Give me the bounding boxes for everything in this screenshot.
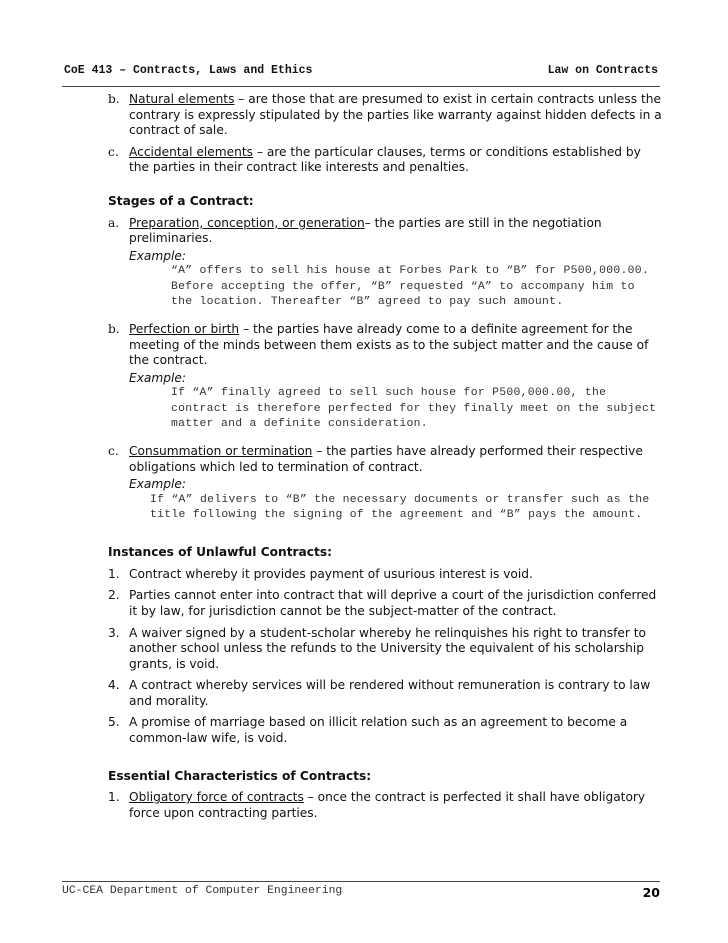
- list-item: [62, 790, 662, 821]
- section-heading: Instances of Unlawful Contracts:: [108, 545, 332, 560]
- section-heading: Essential Characteristics of Contracts:: [108, 768, 372, 783]
- example-label: Example:: [129, 477, 186, 492]
- list-item: [62, 626, 662, 673]
- page-footer: [62, 885, 660, 900]
- item-number: 3.: [108, 625, 120, 640]
- item-text: – the parties have already performed their respective obligations which led to termination of contract.: [129, 443, 643, 474]
- item-term: Obligatory force of contracts: [129, 790, 304, 805]
- list-item: [62, 216, 662, 247]
- list-item: [62, 444, 662, 475]
- item-term: Perfection or birth: [129, 321, 240, 336]
- example-line: title following the signing of the agreement and “B” pays the amount.: [150, 508, 643, 521]
- item-marker: b.: [108, 321, 120, 336]
- example-line: contract is therefore perfected for they finally meet on the subject: [171, 402, 657, 415]
- list-item: [62, 678, 662, 709]
- header-rule: [62, 86, 660, 87]
- example-line: Before accepting the offer, “B” requested “A” to accompany him to: [171, 280, 635, 293]
- list-item: [62, 92, 662, 139]
- item-text: – the parties have already come to a definite agreement for the meeting of the minds between them exists as to the subject matter and the cause of the contract.: [129, 321, 649, 368]
- item-term: Accidental elements: [129, 144, 253, 159]
- example-line: “A” offers to sell his house at Forbes Park to “B” for P500,000.00.: [171, 265, 650, 278]
- example-line: If “A” delivers to “B” the necessary documents or transfer such as the: [150, 493, 650, 506]
- page-number: 20: [642, 885, 660, 900]
- example-line: If “A” finally agreed to sell such house for P500,000.00, the: [171, 387, 607, 400]
- page-header: [64, 64, 658, 84]
- item-marker: c.: [108, 443, 119, 458]
- item-text: Parties cannot enter into contract that will deprive a court of the jurisdiction conferred it by law, for jurisdiction cannot be the subject-matter of the contract.: [129, 588, 657, 618]
- item-marker: a.: [108, 215, 120, 230]
- item-text: A contract whereby services will be rendered without remuneration is contrary to law and morality.: [129, 678, 651, 708]
- item-marker: b.: [108, 92, 120, 106]
- section-heading: Stages of a Contract:: [108, 193, 254, 208]
- example-label: Example:: [129, 248, 186, 263]
- item-marker: c.: [108, 144, 119, 159]
- item-term: Natural elements: [129, 92, 235, 106]
- item-term: Preparation, conception, or generation: [129, 215, 365, 230]
- header-course-title: CoE 413 – Contracts, Laws and Ethics: [64, 64, 313, 77]
- example-line: the location. Thereafter “B” agreed to pay such amount.: [171, 295, 564, 308]
- item-number: 4.: [108, 678, 120, 693]
- example-line: matter and a definite consideration.: [171, 417, 428, 430]
- item-number: 2.: [108, 588, 120, 603]
- list-item: [62, 145, 662, 176]
- item-number: 1.: [108, 566, 120, 581]
- header-section-title: Law on Contracts: [547, 64, 658, 77]
- item-number: 1.: [108, 790, 120, 805]
- item-text: – the parties are still in the negotiation preliminaries.: [129, 215, 602, 246]
- footer-department: UC-CEA Department of Computer Engineering: [62, 885, 343, 897]
- item-term: Consummation or termination: [129, 443, 313, 458]
- list-item: [62, 322, 662, 369]
- item-text: Contract whereby it provides payment of usurious interest is void.: [129, 566, 533, 581]
- item-text: – are those that are presumed to exist in certain contracts unless the contrary is expressly stipulated by the parties like warranty against hidden defects in a contract of sale.: [129, 92, 662, 138]
- list-item: [62, 567, 662, 583]
- page-body: [62, 92, 662, 827]
- item-text: – are the particular clauses, terms or conditions established by the parties in their contract like interests and penalties.: [129, 144, 641, 175]
- item-text: – once the contract is perfected it shall have obligatory force upon contracting parties.: [129, 790, 646, 820]
- list-item: [62, 588, 662, 619]
- item-text: A waiver signed by a student-scholar whereby he relinquishes his right to transfer to another school unless the refunds to the University the equivalent of his scholarship grants, is void.: [129, 625, 646, 671]
- item-number: 5.: [108, 715, 120, 730]
- example-label: Example:: [129, 370, 186, 385]
- item-text: A promise of marriage based on illicit relation such as an agreement to become a common-law wife, is void.: [129, 715, 628, 746]
- list-item: [62, 715, 662, 746]
- footer-rule: [62, 881, 660, 882]
